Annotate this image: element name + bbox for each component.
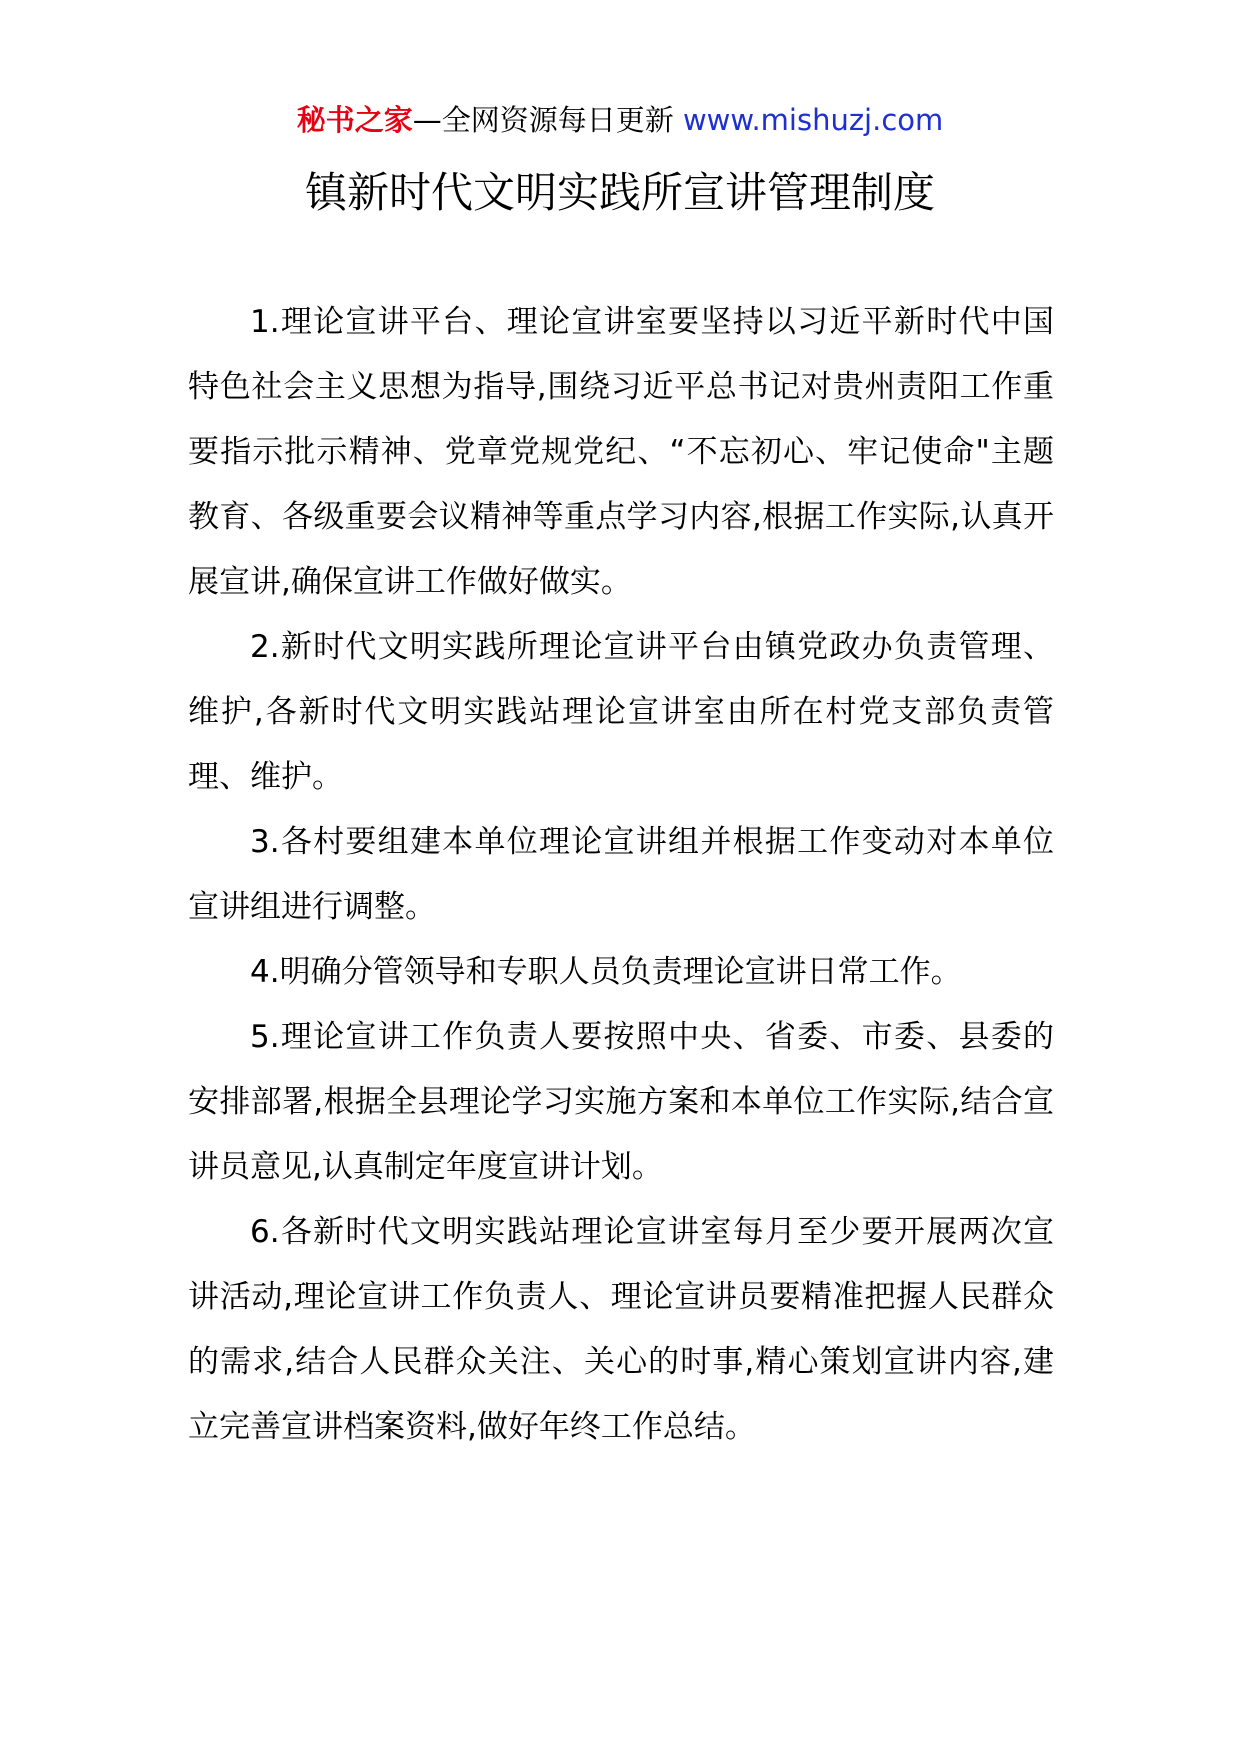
document-title: 镇新时代文明实践所宣讲管理制度 xyxy=(304,168,935,217)
paragraph-4: 4.明确分管领导和专职人员负责理论宣讲日常工作。 xyxy=(250,954,962,990)
site-url-link[interactable]: www.mishuzj.com xyxy=(682,103,944,137)
document-body xyxy=(188,290,1054,1460)
site-header xyxy=(0,100,1240,140)
paragraph-2: 2.新时代文明实践所理论宣讲平台由镇党政办负责管理、维护,各新时代文明实践站理论宣讲室由所在村党支部负责管理、维护。 xyxy=(188,629,1054,795)
paragraph-1: 1.理论宣讲平台、理论宣讲室要坚持以习近平新时代中国特色社会主义思想为指导,围绕习近平总书记对贵州责阳工作重要指示批示精神、党章党规党纪、“不忘初心、牢记使命"主题教育、各级重要会议精神等重点学习内容,根据工作实际,认真开展宣讲,确保宣讲工作做好做实。 xyxy=(188,304,1054,600)
site-brand: 秘书之家 xyxy=(296,103,413,137)
paragraph-3: 3.各村要组建本单位理论宣讲组并根据工作变动对本单位宣讲组进行调整。 xyxy=(188,824,1054,925)
paragraph-5: 5.理论宣讲工作负责人要按照中央、省委、市委、县委的安排部署,根据全县理论学习实施方案和本单位工作实际,结合宣讲员意见,认真制定年度宣讲计划。 xyxy=(188,1019,1054,1185)
site-tagline: —全网资源每日更新 xyxy=(412,103,674,137)
paragraph-6: 6.各新时代文明实践站理论宣讲室每月至少要开展两次宣讲活动,理论宣讲工作负责人、理论宣讲员要精准把握人民群众的需求,结合人民群众关注、关心的时事,精心策划宣讲内容,建立完善宣讲档案资料,做好年终工作总结。 xyxy=(188,1214,1054,1445)
